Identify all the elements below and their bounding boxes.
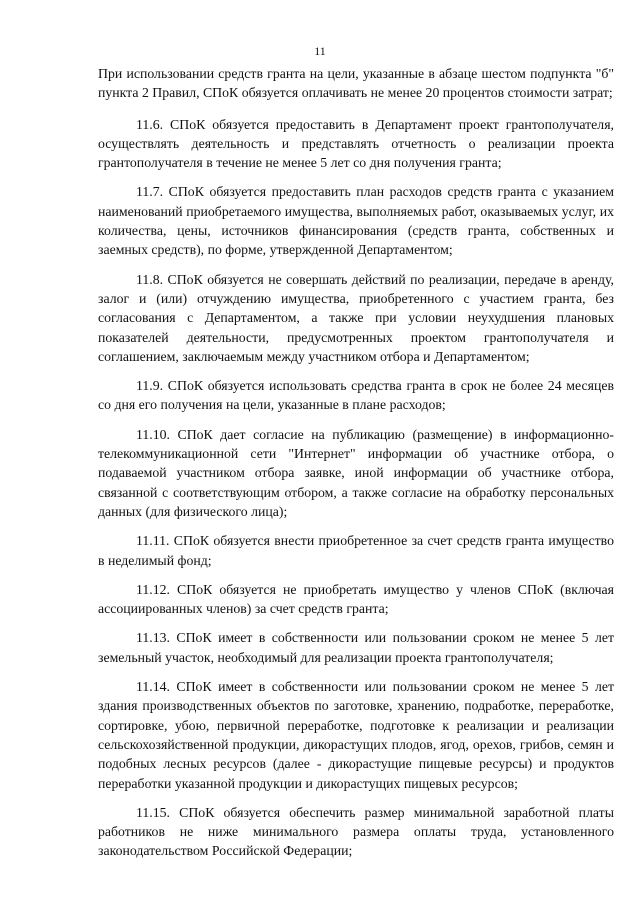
paragraph-11-15: 11.15. СПоК обязуется обеспечить размер минимальной заработной платы работников не ниже минимального размера оплаты труда, установленного законодательством Российской Федерации;: [98, 804, 614, 859]
paragraph-11-6: 11.6. СПоК обязуется предоставить в Департамент проект грантополучателя, осуществлять деятельность и представлять отчетность о реализации проекта грантополучателя в течение не менее 5 лет со дня получения гранта;: [98, 116, 614, 171]
paragraph-11-10: 11.10. СПоК дает согласие на публикацию (размещение) в информационно-телекоммуникационной сети "Интернет" информации об участнике отбора, о подаваемой участником отбора заявке, иной информации об участнике отбора, связанной с соответствующим отбором, а также согласие на обработку персональных данных (для физического лица);: [98, 426, 614, 519]
paragraph-11-8: 11.8. СПоК обязуется не совершать действий по реализации, передаче в аренду, залог и (или) отчуждению имущества, приобретенного с участием гранта, без согласования с Департаментом, а также при условии неухудшения плановых показателей деятельности, предусмотренных проектом грантополучателя и соглашением, заключаемым между участником отбора и Департаментом;: [98, 271, 614, 364]
paragraph-11-7: 11.7. СПоК обязуется предоставить план расходов средств гранта с указанием наименований приобретаемого имущества, выполняемых работ, оказываемых услуг, их количества, цены, источников финансирования (средств гранта, собственных и заемных средств), по форме, утвержденной Департаментом;: [98, 184, 614, 258]
paragraph-11-14: 11.14. СПоК имеет в собственности или пользовании сроком не менее 5 лет здания производственных объектов по заготовке, хранению, подработке, переработке, сортировке, убою, первичной переработке, подготовке к реализации и реализации сельскохозяйственной продукции, дикорастущих плодов, ягод, орехов, грибов, семян и подобных лесных ресурсов (далее - дикорастущие пищевые ресурсы) и продуктов переработки указанной продукции и дикорастущих пищевых ресурсов;: [98, 679, 614, 791]
page-number: 11: [314, 44, 326, 58]
paragraph-intro: При использовании средств гранта на цели, указанные в абзаце шестом подпункта "б" пункта 2 Правил, СПоК обязуется оплачивать не менее 20 процентов стоимости затрат;: [98, 66, 614, 101]
paragraph-11-9: 11.9. СПоК обязуется использовать средства гранта в срок не более 24 месяцев со дня его получения на цели, указанные в плане расходов;: [98, 378, 614, 413]
paragraph-11-11: 11.11. СПоК обязуется внести приобретенное за счет средств гранта имущество в неделимый фонд;: [98, 533, 614, 568]
paragraph-11-12: 11.12. СПоК обязуется не приобретать имущество у членов СПоК (включая ассоциированных членов) за счет средств гранта;: [98, 581, 614, 617]
document-body: [98, 64, 614, 871]
paragraph-11-13: 11.13. СПоК имеет в собственности или пользовании сроком не менее 5 лет земельный участок, необходимый для реализации проекта грантополучателя;: [98, 630, 614, 665]
